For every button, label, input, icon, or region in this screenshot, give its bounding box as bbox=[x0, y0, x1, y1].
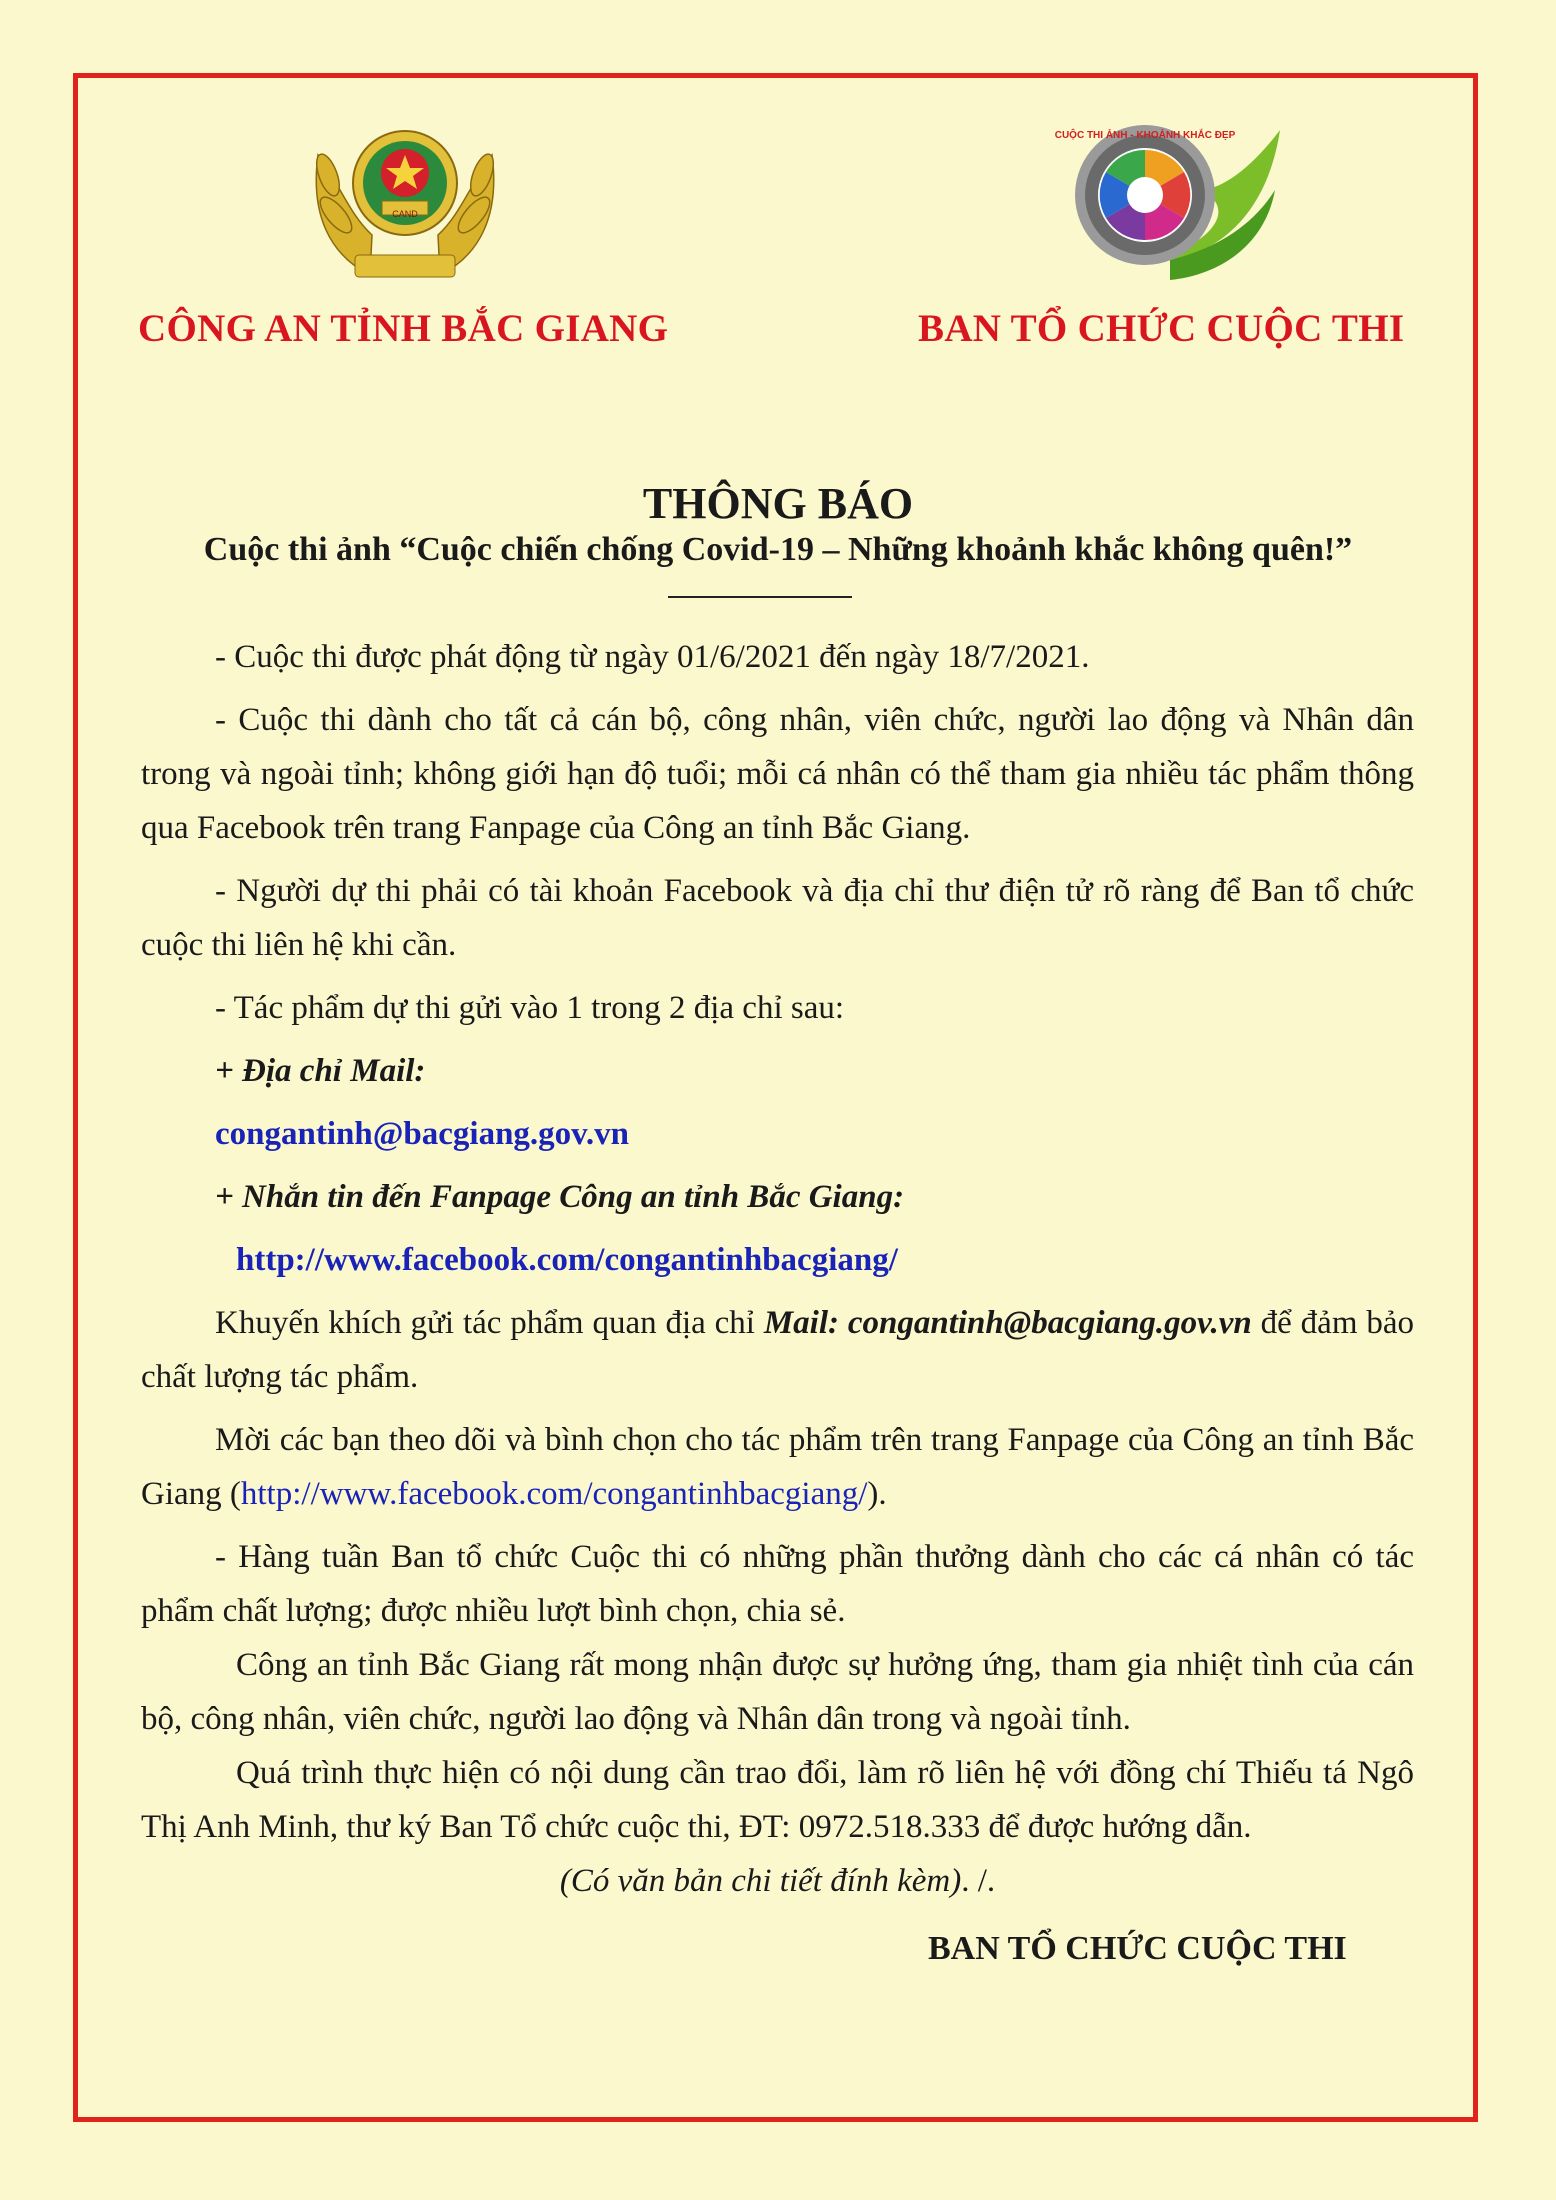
notice-body bbox=[141, 630, 1414, 1908]
fanpage-label: + Nhắn tin đến Fanpage Công an tỉnh Bắc Giang: bbox=[215, 1179, 905, 1215]
paragraph-encourage bbox=[141, 1296, 1414, 1404]
issuer-left-org: CÔNG AN TỈNH BẮC GIANG bbox=[138, 307, 669, 350]
paragraph-attachment bbox=[141, 1854, 1414, 1908]
police-emblem-icon bbox=[300, 115, 510, 285]
paragraph-requirement: - Người dự thi phải có tài khoản Facebook và địa chỉ thư điện tử rõ ràng để Ban tổ chức cuộc thi liên hệ khi cần. bbox=[141, 873, 1414, 963]
notice-subtitle: Cuộc thi ảnh “Cuộc chiến chống Covid-19 – Những khoảnh khắc không quên!” bbox=[203, 531, 1353, 568]
paragraph-submission: - Tác phẩm dự thi gửi vào 1 trong 2 địa chỉ sau: bbox=[215, 990, 845, 1026]
paragraph-duration: - Cuộc thi được phát động từ ngày 01/6/2021 đến ngày 18/7/2021. bbox=[215, 639, 1090, 675]
encourage-text-post: để đảm bảo chất lượng tác phẩm. bbox=[141, 1305, 1414, 1395]
attachment-note: (Có văn bản chi tiết đính kèm) bbox=[559, 1863, 962, 1899]
issuer-right-org: BAN TỔ CHỨC CUỘC THI bbox=[918, 307, 1405, 350]
attachment-end: . /. bbox=[961, 1863, 996, 1899]
follow-fanpage-link[interactable]: http://www.facebook.com/congantinhbacgiang/ bbox=[240, 1476, 868, 1512]
mail-label: + Địa chỉ Mail: bbox=[215, 1053, 426, 1089]
paragraph-prizes: - Hàng tuần Ban tổ chức Cuộc thi có những phần thưởng dành cho các cá nhân có tác phẩm chất lượng; được nhiều lượt bình chọn, chia sẻ. bbox=[141, 1539, 1414, 1629]
signature-block: BAN TỔ CHỨC CUỘC THI bbox=[928, 1930, 1347, 1967]
paragraph-eligibility: - Cuộc thi dành cho tất cả cán bộ, công nhân, viên chức, người lao động và Nhân dân trong và ngoài tỉnh; không giới hạn độ tuổi; mỗi cá nhân có thể tham gia nhiều tác phẩm thông qua Facebook trên trang Fanpage của Công an tỉnh Bắc Giang. bbox=[141, 702, 1414, 846]
notice-title: THÔNG BÁO bbox=[642, 479, 914, 528]
encourage-mail: Mail: congantinh@bacgiang.gov.vn bbox=[763, 1305, 1252, 1341]
title-divider bbox=[668, 596, 852, 598]
mail-address-link[interactable]: congantinh@bacgiang.gov.vn bbox=[215, 1116, 629, 1152]
paragraph-contact: Quá trình thực hiện có nội dung cần trao đổi, làm rõ liên hệ với đồng chí Thiếu tá Ngô Thị Anh Minh, thư ký Ban Tổ chức cuộc thi, ĐT: 0972.518.333 để được hướng dẫn. bbox=[141, 1755, 1414, 1845]
paragraph-appeal: Công an tỉnh Bắc Giang rất mong nhận được sự hưởng ứng, tham gia nhiệt tình của cán bộ, công nhân, viên chức, người lao động và Nhân dân trong và ngoài tỉnh. bbox=[141, 1647, 1414, 1737]
contest-camera-logo-icon bbox=[1050, 110, 1290, 290]
paragraph-follow bbox=[141, 1413, 1414, 1521]
svg-text:CAND: CAND bbox=[392, 209, 418, 219]
encourage-text-pre: Khuyến khích gửi tác phẩm quan địa chỉ bbox=[215, 1305, 764, 1341]
follow-text-post: ). bbox=[867, 1476, 887, 1512]
fanpage-url-link[interactable]: http://www.facebook.com/congantinhbacgiang/ bbox=[236, 1242, 898, 1278]
follow-text-pre: Mời các bạn theo dõi và bình chọn cho tác phẩm trên trang Fanpage của Công an tỉnh Bắc Giang ( bbox=[141, 1422, 1414, 1512]
logo-ring-text: CUỘC THI ẢNH - KHOẢNH KHẮC ĐẸP bbox=[1054, 130, 1236, 141]
